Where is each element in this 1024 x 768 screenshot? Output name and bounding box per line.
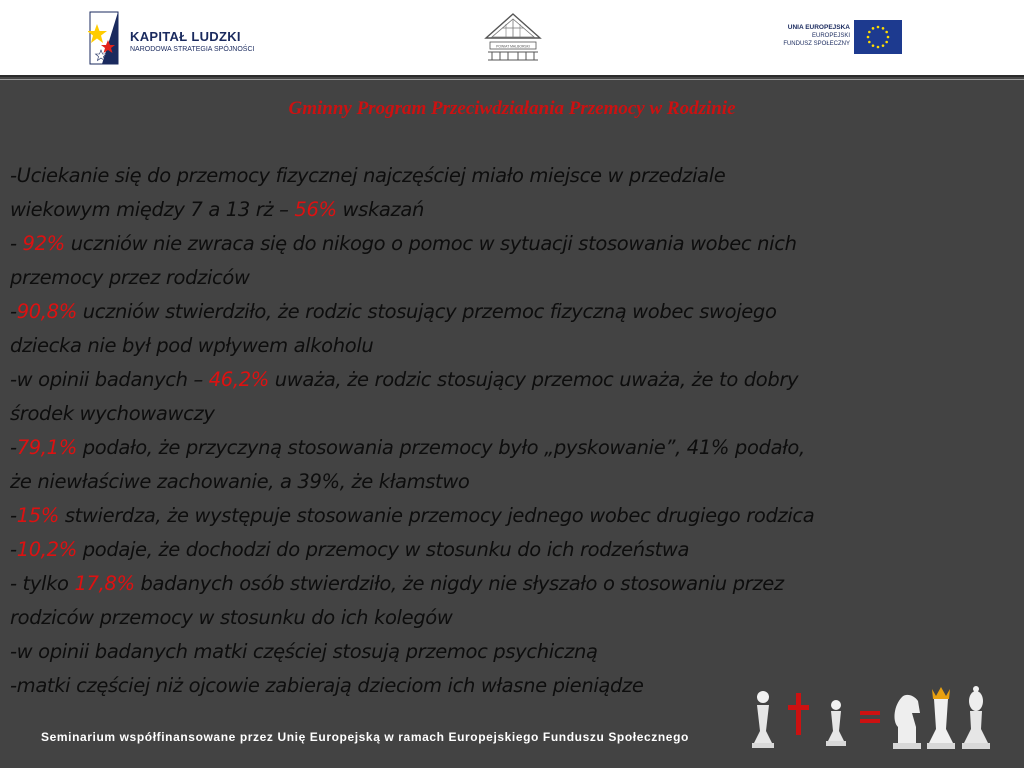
- highlighted-percentage: 92%: [22, 232, 65, 255]
- text-line: [10, 465, 1014, 499]
- text-segment: -: [10, 300, 17, 323]
- text-line: [10, 227, 1014, 261]
- eu-star-icon: [867, 36, 870, 39]
- text-segment: stwierdza, że występuje stosowanie przemocy jednego wobec drugiego rodzica: [58, 504, 815, 527]
- text-segment: -: [10, 538, 17, 561]
- text-segment: uważa, że rodzic stosujący przemoc uważa, że to dobry: [268, 368, 799, 391]
- eu-star-icon: [872, 44, 875, 47]
- text-segment: uczniów stwierdziło, że rodzic stosujący przemoc fizyczną wobec swojego: [76, 300, 777, 323]
- slide-title: Gminny Program Przeciwdziałania Przemocy w Rodzinie: [288, 98, 736, 119]
- text-line: [10, 635, 1014, 669]
- eu-star-icon: [887, 36, 890, 39]
- eu-star-icon: [885, 41, 888, 44]
- text-line: [10, 193, 1014, 227]
- plus-icon: [788, 693, 809, 735]
- svg-text:POWIAT MALBORSKI: POWIAT MALBORSKI: [496, 44, 530, 49]
- text-segment: -: [10, 504, 17, 527]
- text-segment: wiekowym między 7 a 13 rż –: [10, 198, 295, 221]
- highlighted-percentage: 17,8%: [74, 572, 135, 595]
- knight-icon: [893, 695, 921, 749]
- pawn-icon: [826, 700, 846, 746]
- eu-logo-text: [783, 24, 850, 48]
- text-segment: rodziców przemocy w stosunku do ich kolegów: [10, 606, 453, 629]
- text-line: [10, 431, 1014, 465]
- slide-body: [0, 80, 1024, 768]
- eu-line-3: FUNDUSZ SPOŁECZNY: [783, 41, 850, 47]
- highlighted-percentage: 10,2%: [16, 538, 77, 561]
- text-segment: -matki częściej niż ojcowie zabierają dzieciom ich własne pieniądze: [10, 674, 644, 697]
- text-line: [10, 363, 1014, 397]
- text-segment: środek wychowawczy: [10, 402, 215, 425]
- statistics-text: [10, 159, 1014, 703]
- kapital-ludzki-logo: [88, 10, 258, 66]
- text-line: [10, 295, 1014, 329]
- text-segment: -w opinii badanych matki częściej stosują przemoc psychiczną: [10, 640, 598, 663]
- text-segment: przemocy przez rodziców: [10, 266, 250, 289]
- text-segment: -Uciekanie się do przemocy fizycznej najczęściej miało miejsce w przedziale: [10, 164, 726, 187]
- text-segment: -w opinii badanych –: [10, 368, 209, 391]
- kapital-ludzki-subtitle: NARODOWA STRATEGIA SPÓJNOŚCI: [130, 46, 255, 53]
- highlighted-percentage: 90,8%: [16, 300, 77, 323]
- eu-star-icon: [868, 31, 871, 34]
- footer-funding-note: Seminarium współfinansowane przez Unię Europejską w ramach Europejskiego Funduszu Społecznego: [41, 730, 689, 744]
- highlighted-percentage: 56%: [294, 198, 337, 221]
- eu-flag-icon: [854, 20, 902, 54]
- header-divider: [0, 75, 1024, 77]
- eu-star-icon: [868, 41, 871, 44]
- text-segment: dziecka nie był pod wpływem alkoholu: [10, 334, 374, 357]
- text-segment: uczniów nie zwraca się do nikogo o pomoc w sytuacji stosowania wobec nich: [64, 232, 797, 255]
- text-line: [10, 261, 1014, 295]
- text-line: [10, 329, 1014, 363]
- eu-star-icon: [872, 27, 875, 30]
- equals-icon: [860, 711, 880, 723]
- bishop-icon: [962, 686, 990, 749]
- text-segment: że niewłaściwe zachowanie, a 39%, że kłamstwo: [10, 470, 470, 493]
- eu-line-1: UNIA EUROPEJSKA: [787, 24, 850, 31]
- header-bar: [0, 0, 1024, 76]
- county-house-logo: [482, 12, 544, 62]
- eu-star-icon: [882, 44, 885, 47]
- kapital-ludzki-star-icon: [88, 10, 122, 66]
- text-segment: badanych osób stwierdziło, że nigdy nie słyszało o stosowaniu przez: [134, 572, 784, 595]
- text-segment: wskazań: [336, 198, 424, 221]
- text-line: [10, 533, 1014, 567]
- highlighted-percentage: 15%: [16, 504, 59, 527]
- text-line: [10, 601, 1014, 635]
- chess-pieces-graphic: [748, 683, 1010, 753]
- highlighted-percentage: 46,2%: [208, 368, 269, 391]
- text-segment: podało, że przyczyną stosowania przemocy było „pyskowanie”, 41% podało,: [76, 436, 805, 459]
- text-line: [10, 159, 1014, 193]
- eu-line-2: EUROPEJSKI: [811, 33, 850, 39]
- eu-star-icon: [885, 31, 888, 34]
- eu-social-fund-logo: [780, 20, 904, 56]
- highlighted-percentage: 79,1%: [16, 436, 77, 459]
- text-line: [10, 567, 1014, 601]
- pawn-icon: [752, 691, 774, 748]
- eu-star-icon: [882, 27, 885, 30]
- text-segment: -: [10, 436, 17, 459]
- text-segment: podaje, że dochodzi do przemocy w stosunku do ich rodzeństwa: [76, 538, 690, 561]
- queen-icon: [927, 687, 955, 749]
- text-segment: - tylko: [10, 572, 75, 595]
- text-line: [10, 397, 1014, 431]
- eu-star-icon: [877, 46, 880, 49]
- eu-star-icon: [877, 26, 880, 29]
- text-segment: -: [10, 232, 23, 255]
- text-line: [10, 499, 1014, 533]
- kapital-ludzki-title: KAPITAŁ LUDZKI: [130, 29, 241, 44]
